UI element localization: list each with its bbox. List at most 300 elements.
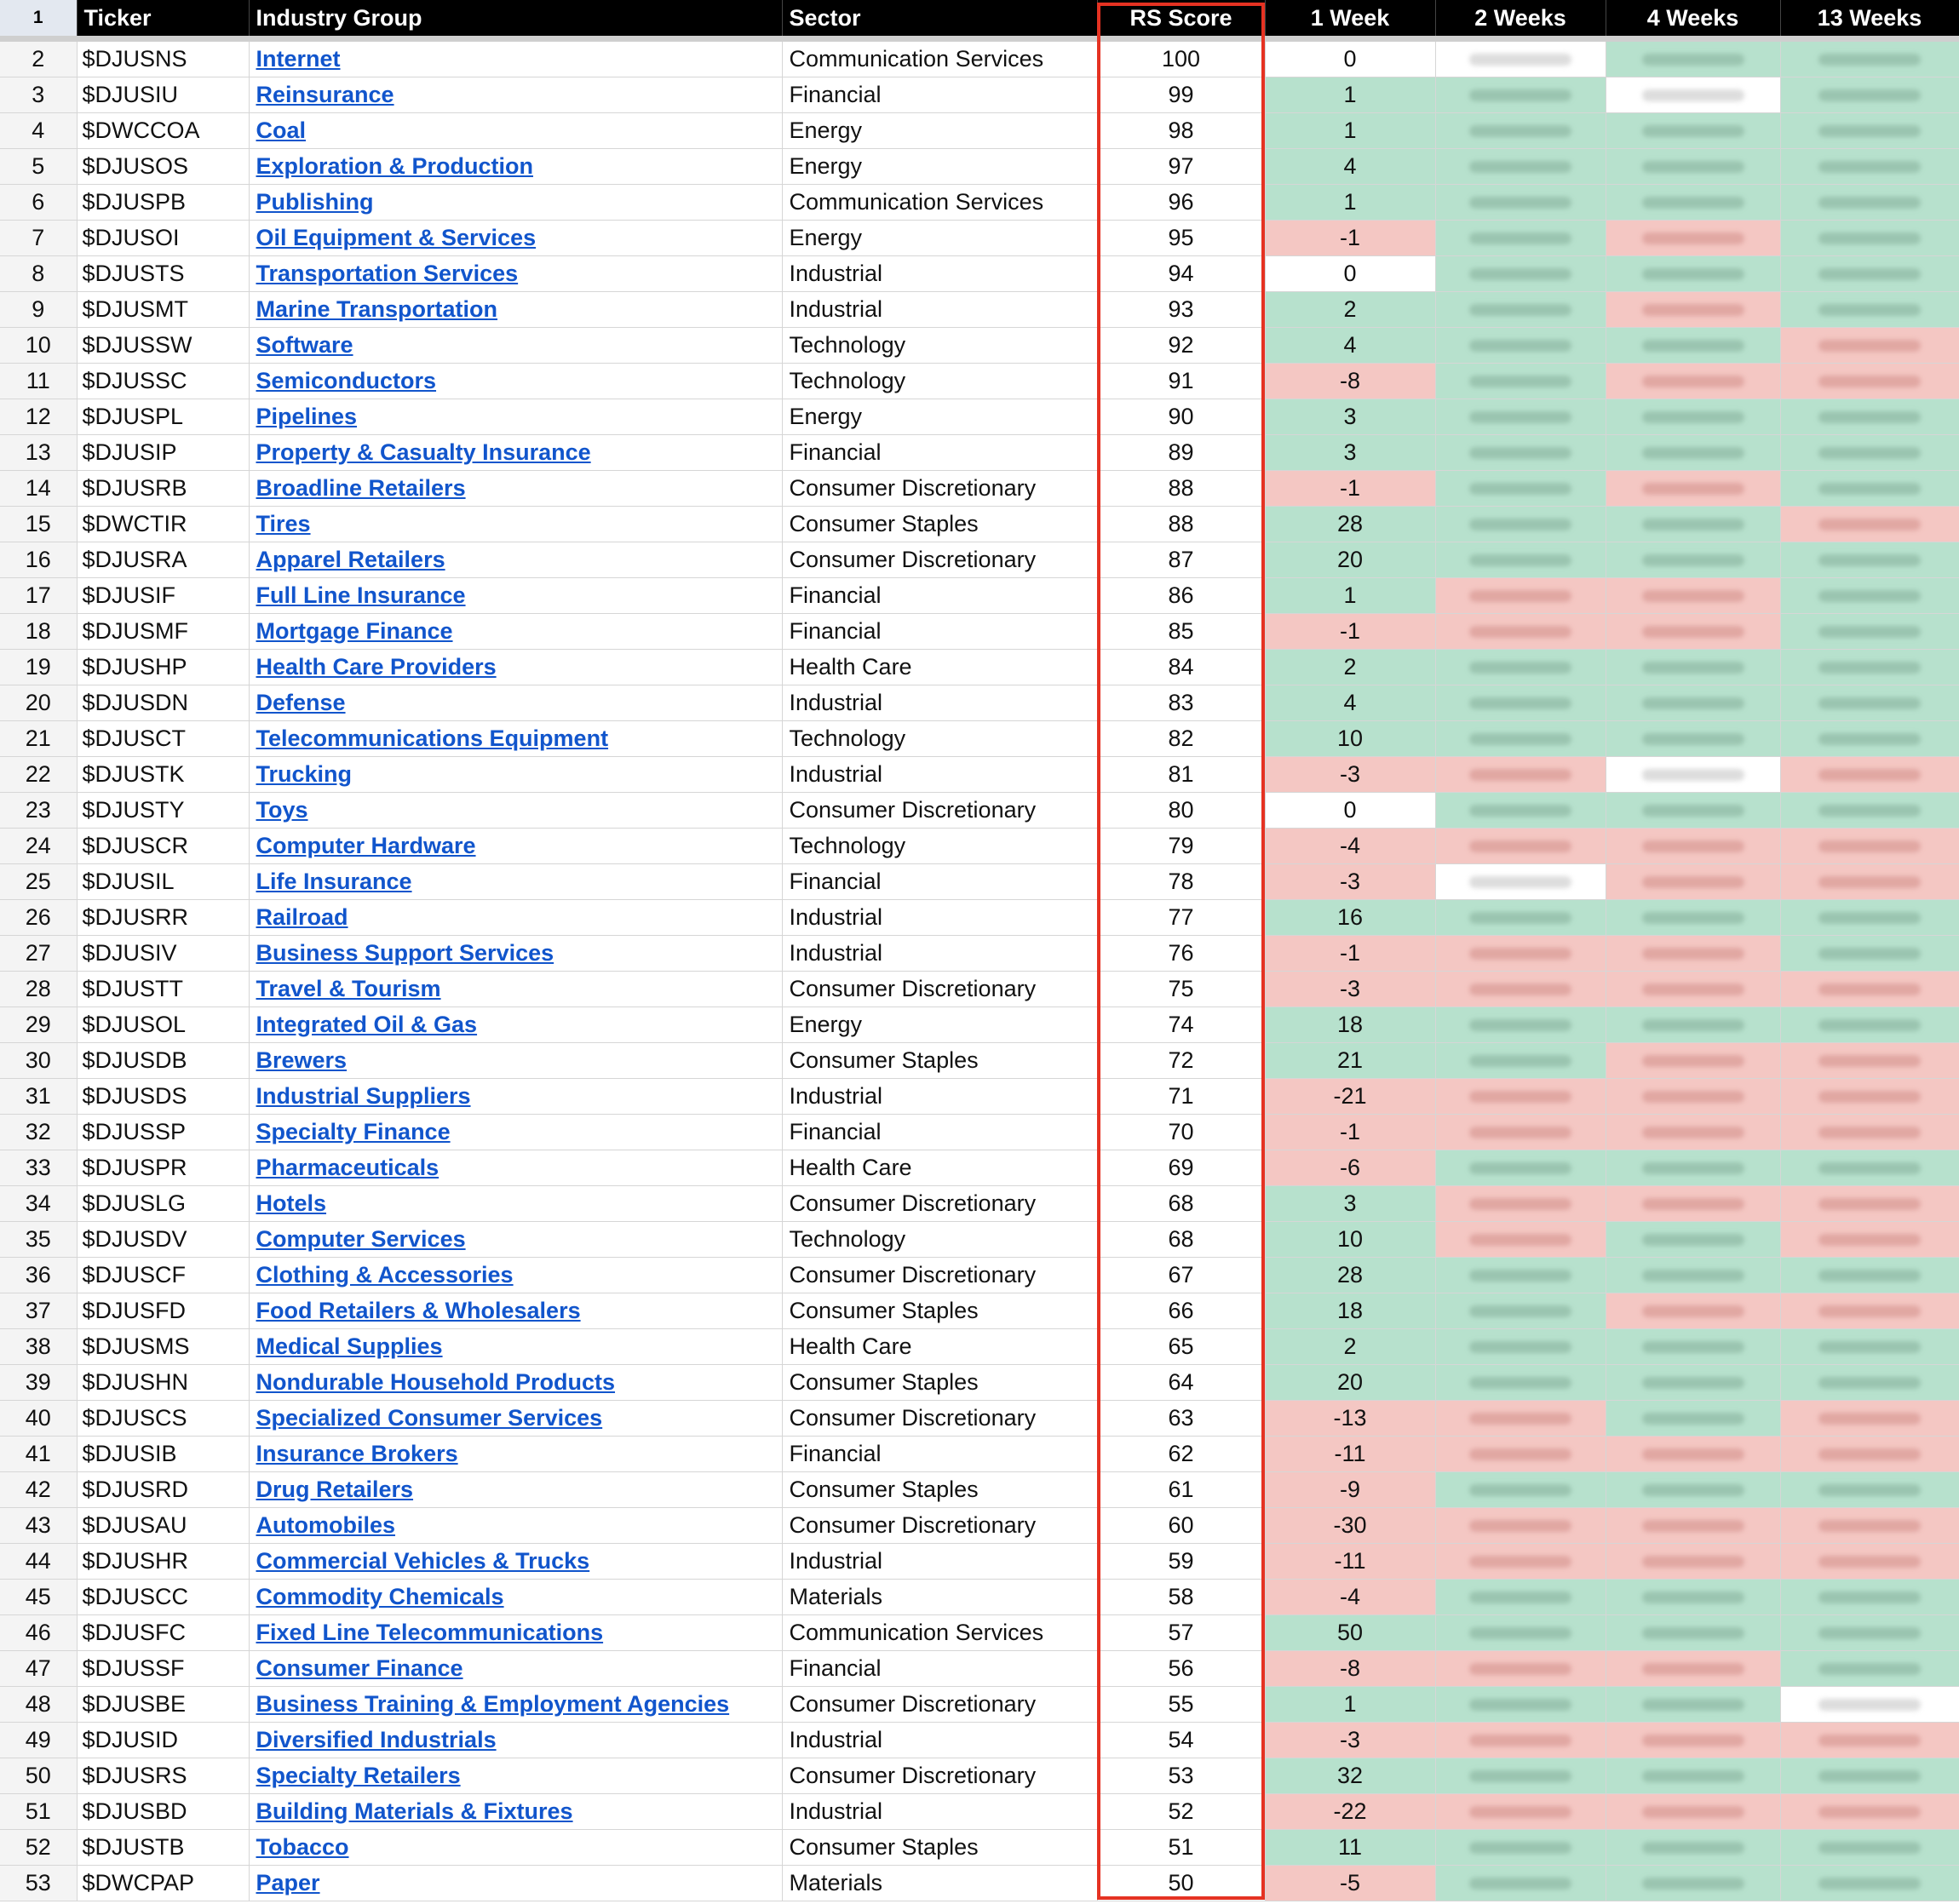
ticker-cell[interactable]: $DJUSPL [77,399,249,435]
ticker-cell[interactable]: $DJUSIL [77,864,249,900]
week-2-cell[interactable] [1435,328,1606,364]
rs-score-cell[interactable]: 71 [1097,1079,1265,1115]
rs-score-cell[interactable]: 81 [1097,757,1265,793]
ticker-cell[interactable]: $DJUSDV [77,1222,249,1258]
week-2-cell[interactable] [1435,1293,1606,1329]
industry-group-cell[interactable] [249,256,782,292]
industry-group-link[interactable]: Specialized Consumer Services [256,1405,603,1431]
industry-group-link[interactable]: Drug Retailers [256,1477,414,1502]
week-2-cell[interactable] [1435,793,1606,829]
ticker-cell[interactable]: $DJUSIF [77,578,249,614]
week-13-cell[interactable] [1780,936,1959,972]
week-4-cell[interactable] [1606,364,1780,399]
week-2-cell[interactable] [1435,542,1606,578]
week-2-cell[interactable] [1435,471,1606,507]
week-1-cell[interactable]: 3 [1265,1186,1435,1222]
week-1-cell[interactable]: 4 [1265,685,1435,721]
industry-group-cell[interactable] [249,1258,782,1293]
sector-cell[interactable]: Industrial [782,685,1097,721]
industry-group-cell[interactable] [249,936,782,972]
column-header-1-week[interactable]: 1 Week [1265,0,1435,39]
industry-group-cell[interactable] [249,542,782,578]
week-1-cell[interactable]: 10 [1265,1222,1435,1258]
week-4-cell[interactable] [1606,1472,1780,1508]
industry-group-cell[interactable] [249,721,782,757]
week-2-cell[interactable] [1435,829,1606,864]
sector-cell[interactable]: Technology [782,829,1097,864]
row-number[interactable]: 42 [0,1472,77,1508]
industry-group-link[interactable]: Pipelines [256,404,358,429]
week-4-cell[interactable] [1606,1437,1780,1472]
sector-cell[interactable]: Technology [782,1222,1097,1258]
industry-group-link[interactable]: Commercial Vehicles & Trucks [256,1548,590,1574]
week-2-cell[interactable] [1435,721,1606,757]
week-2-cell[interactable] [1435,1544,1606,1580]
week-1-cell[interactable]: -11 [1265,1544,1435,1580]
industry-group-link[interactable]: Full Line Insurance [256,582,466,608]
industry-group-cell[interactable] [249,650,782,685]
industry-group-cell[interactable] [249,1437,782,1472]
sector-cell[interactable]: Industrial [782,936,1097,972]
ticker-cell[interactable]: $DJUSHN [77,1365,249,1401]
sector-cell[interactable]: Consumer Discretionary [782,542,1097,578]
week-13-cell[interactable] [1780,1186,1959,1222]
industry-group-cell[interactable] [249,1007,782,1043]
week-13-cell[interactable] [1780,185,1959,221]
week-1-cell[interactable]: 3 [1265,435,1435,471]
rs-score-cell[interactable]: 86 [1097,578,1265,614]
week-13-cell[interactable] [1780,77,1959,113]
week-4-cell[interactable] [1606,829,1780,864]
week-13-cell[interactable] [1780,256,1959,292]
row-number[interactable]: 22 [0,757,77,793]
week-4-cell[interactable] [1606,650,1780,685]
week-2-cell[interactable] [1435,685,1606,721]
sector-cell[interactable]: Financial [782,614,1097,650]
rs-score-cell[interactable]: 63 [1097,1401,1265,1437]
ticker-cell[interactable]: $DJUSMS [77,1329,249,1365]
week-4-cell[interactable] [1606,900,1780,936]
week-13-cell[interactable] [1780,721,1959,757]
ticker-cell[interactable]: $DJUSBE [77,1687,249,1723]
ticker-cell[interactable]: $DJUSTS [77,256,249,292]
week-1-cell[interactable]: -3 [1265,757,1435,793]
week-2-cell[interactable] [1435,1866,1606,1901]
ticker-cell[interactable]: $DWCPAP [77,1866,249,1901]
row-number[interactable]: 8 [0,256,77,292]
week-13-cell[interactable] [1780,364,1959,399]
industry-group-cell[interactable] [249,1830,782,1866]
week-4-cell[interactable] [1606,1293,1780,1329]
row-number[interactable]: 21 [0,721,77,757]
row-number[interactable]: 5 [0,149,77,185]
industry-group-link[interactable]: Semiconductors [256,368,437,393]
week-13-cell[interactable] [1780,113,1959,149]
sector-cell[interactable]: Energy [782,221,1097,256]
week-2-cell[interactable] [1435,757,1606,793]
sector-cell[interactable]: Technology [782,364,1097,399]
week-4-cell[interactable] [1606,1758,1780,1794]
week-2-cell[interactable] [1435,864,1606,900]
week-13-cell[interactable] [1780,399,1959,435]
industry-group-link[interactable]: Defense [256,690,346,715]
industry-group-cell[interactable] [249,1401,782,1437]
sector-cell[interactable]: Financial [782,77,1097,113]
ticker-cell[interactable]: $DJUSRA [77,542,249,578]
week-13-cell[interactable] [1780,578,1959,614]
week-13-cell[interactable] [1780,1293,1959,1329]
row-number[interactable]: 13 [0,435,77,471]
rs-score-cell[interactable]: 69 [1097,1150,1265,1186]
ticker-cell[interactable]: $DJUSSC [77,364,249,399]
week-13-cell[interactable] [1780,1437,1959,1472]
sector-cell[interactable]: Industrial [782,1544,1097,1580]
rs-score-cell[interactable]: 89 [1097,435,1265,471]
rs-score-cell[interactable]: 74 [1097,1007,1265,1043]
week-13-cell[interactable] [1780,1365,1959,1401]
sector-cell[interactable]: Communication Services [782,1615,1097,1651]
week-13-cell[interactable] [1780,1472,1959,1508]
sector-cell[interactable]: Materials [782,1580,1097,1615]
industry-group-link[interactable]: Railroad [256,904,348,930]
week-1-cell[interactable]: 0 [1265,39,1435,77]
column-header-sector[interactable]: Sector [782,0,1097,39]
week-2-cell[interactable] [1435,1401,1606,1437]
rs-score-cell[interactable]: 96 [1097,185,1265,221]
week-1-cell[interactable]: 18 [1265,1293,1435,1329]
industry-group-link[interactable]: Nondurable Household Products [256,1369,616,1395]
week-1-cell[interactable]: 4 [1265,149,1435,185]
industry-group-cell[interactable] [249,507,782,542]
week-4-cell[interactable] [1606,793,1780,829]
week-2-cell[interactable] [1435,1687,1606,1723]
week-4-cell[interactable] [1606,1007,1780,1043]
industry-group-cell[interactable] [249,399,782,435]
rs-score-cell[interactable]: 65 [1097,1329,1265,1365]
sector-cell[interactable]: Industrial [782,256,1097,292]
week-4-cell[interactable] [1606,1186,1780,1222]
industry-group-cell[interactable] [249,292,782,328]
week-4-cell[interactable] [1606,39,1780,77]
week-4-cell[interactable] [1606,1687,1780,1723]
ticker-cell[interactable]: $DJUSRR [77,900,249,936]
industry-group-link[interactable]: Pharmaceuticals [256,1155,439,1180]
week-4-cell[interactable] [1606,256,1780,292]
ticker-cell[interactable]: $DJUSPR [77,1150,249,1186]
row-number[interactable]: 47 [0,1651,77,1687]
sector-cell[interactable]: Financial [782,435,1097,471]
ticker-cell[interactable]: $DJUSOL [77,1007,249,1043]
week-13-cell[interactable] [1780,1258,1959,1293]
week-2-cell[interactable] [1435,113,1606,149]
rs-score-cell[interactable]: 91 [1097,364,1265,399]
row-number[interactable]: 12 [0,399,77,435]
week-2-cell[interactable] [1435,1150,1606,1186]
week-13-cell[interactable] [1780,1222,1959,1258]
industry-group-cell[interactable] [249,864,782,900]
week-13-cell[interactable] [1780,1150,1959,1186]
week-1-cell[interactable]: 4 [1265,328,1435,364]
week-13-cell[interactable] [1780,1329,1959,1365]
row-number[interactable]: 7 [0,221,77,256]
week-1-cell[interactable]: 1 [1265,1687,1435,1723]
rs-score-cell[interactable]: 62 [1097,1437,1265,1472]
industry-group-cell[interactable] [249,149,782,185]
week-2-cell[interactable] [1435,1508,1606,1544]
week-1-cell[interactable]: 0 [1265,793,1435,829]
row-number[interactable]: 9 [0,292,77,328]
week-13-cell[interactable] [1780,1115,1959,1150]
week-2-cell[interactable] [1435,1115,1606,1150]
week-1-cell[interactable]: -1 [1265,1115,1435,1150]
rs-score-cell[interactable]: 66 [1097,1293,1265,1329]
sector-cell[interactable]: Financial [782,1437,1097,1472]
row-number[interactable]: 30 [0,1043,77,1079]
industry-group-cell[interactable] [249,1472,782,1508]
week-4-cell[interactable] [1606,1150,1780,1186]
ticker-cell[interactable]: $DJUSTT [77,972,249,1007]
industry-group-link[interactable]: Commodity Chemicals [256,1584,504,1609]
industry-group-link[interactable]: Marine Transportation [256,296,498,322]
industry-group-link[interactable]: Health Care Providers [256,654,497,680]
industry-group-link[interactable]: Exploration & Production [256,153,534,179]
ticker-cell[interactable]: $DJUSIP [77,435,249,471]
industry-group-cell[interactable] [249,1293,782,1329]
week-1-cell[interactable]: -8 [1265,364,1435,399]
row-number[interactable]: 31 [0,1079,77,1115]
row-number[interactable]: 25 [0,864,77,900]
row-number[interactable]: 45 [0,1580,77,1615]
sector-cell[interactable]: Health Care [782,650,1097,685]
ticker-cell[interactable]: $DJUSFC [77,1615,249,1651]
industry-group-cell[interactable] [249,1580,782,1615]
week-4-cell[interactable] [1606,1615,1780,1651]
week-1-cell[interactable]: 1 [1265,113,1435,149]
sector-cell[interactable]: Consumer Discretionary [782,972,1097,1007]
rs-score-cell[interactable]: 70 [1097,1115,1265,1150]
sector-cell[interactable]: Communication Services [782,185,1097,221]
ticker-cell[interactable]: $DJUSCT [77,721,249,757]
industry-group-link[interactable]: Specialty Retailers [256,1763,461,1788]
industry-group-link[interactable]: Tires [256,511,311,536]
sector-cell[interactable]: Financial [782,1115,1097,1150]
industry-group-cell[interactable] [249,328,782,364]
week-2-cell[interactable] [1435,39,1606,77]
rs-score-cell[interactable]: 51 [1097,1830,1265,1866]
sector-cell[interactable]: Industrial [782,757,1097,793]
industry-group-cell[interactable] [249,1043,782,1079]
industry-group-link[interactable]: Coal [256,118,307,143]
week-13-cell[interactable] [1780,435,1959,471]
week-13-cell[interactable] [1780,1007,1959,1043]
column-header-13-weeks[interactable]: 13 Weeks [1780,0,1959,39]
industry-group-link[interactable]: Food Retailers & Wholesalers [256,1298,581,1323]
week-2-cell[interactable] [1435,256,1606,292]
industry-group-link[interactable]: Toys [256,797,308,823]
ticker-cell[interactable]: $DJUSMT [77,292,249,328]
sector-cell[interactable]: Industrial [782,1079,1097,1115]
week-4-cell[interactable] [1606,1365,1780,1401]
rs-score-cell[interactable]: 98 [1097,113,1265,149]
industry-group-cell[interactable] [249,793,782,829]
rs-score-cell[interactable]: 97 [1097,149,1265,185]
week-1-cell[interactable]: -1 [1265,221,1435,256]
week-2-cell[interactable] [1435,1580,1606,1615]
week-1-cell[interactable]: 16 [1265,900,1435,936]
sector-cell[interactable]: Consumer Discretionary [782,1186,1097,1222]
ticker-cell[interactable]: $DJUSTY [77,793,249,829]
week-1-cell[interactable]: -30 [1265,1508,1435,1544]
sector-cell[interactable]: Consumer Staples [782,1365,1097,1401]
week-13-cell[interactable] [1780,507,1959,542]
week-4-cell[interactable] [1606,936,1780,972]
row-number[interactable]: 11 [0,364,77,399]
industry-group-link[interactable]: Mortgage Finance [256,618,453,644]
week-1-cell[interactable]: -3 [1265,972,1435,1007]
sector-cell[interactable]: Financial [782,864,1097,900]
rs-score-cell[interactable]: 100 [1097,39,1265,77]
industry-group-link[interactable]: Diversified Industrials [256,1727,497,1752]
week-1-cell[interactable]: 2 [1265,650,1435,685]
rs-score-cell[interactable]: 68 [1097,1186,1265,1222]
week-1-cell[interactable]: -6 [1265,1150,1435,1186]
column-header-rs-score[interactable]: RS Score [1097,0,1265,39]
week-4-cell[interactable] [1606,757,1780,793]
industry-group-link[interactable]: Paper [256,1870,320,1895]
row-number[interactable]: 49 [0,1723,77,1758]
week-1-cell[interactable]: 28 [1265,1258,1435,1293]
week-13-cell[interactable] [1780,1580,1959,1615]
industry-group-link[interactable]: Fixed Line Telecommunications [256,1620,604,1645]
week-4-cell[interactable] [1606,221,1780,256]
industry-group-cell[interactable] [249,1329,782,1365]
row-number[interactable]: 26 [0,900,77,936]
week-2-cell[interactable] [1435,1437,1606,1472]
week-4-cell[interactable] [1606,77,1780,113]
sector-cell[interactable]: Health Care [782,1329,1097,1365]
row-number[interactable]: 35 [0,1222,77,1258]
ticker-cell[interactable]: $DJUSHR [77,1544,249,1580]
column-header-2-weeks[interactable]: 2 Weeks [1435,0,1606,39]
sector-cell[interactable]: Consumer Staples [782,1830,1097,1866]
week-13-cell[interactable] [1780,1687,1959,1723]
ticker-cell[interactable]: $DJUSRD [77,1472,249,1508]
row-number[interactable]: 53 [0,1866,77,1901]
ticker-cell[interactable]: $DJUSHP [77,650,249,685]
rs-score-cell[interactable]: 53 [1097,1758,1265,1794]
industry-group-cell[interactable] [249,39,782,77]
week-13-cell[interactable] [1780,39,1959,77]
row-number[interactable]: 33 [0,1150,77,1186]
rs-score-cell[interactable]: 77 [1097,900,1265,936]
industry-group-link[interactable]: Life Insurance [256,869,412,894]
rs-score-cell[interactable]: 59 [1097,1544,1265,1580]
ticker-cell[interactable]: $DJUSRB [77,471,249,507]
week-2-cell[interactable] [1435,435,1606,471]
week-1-cell[interactable]: -9 [1265,1472,1435,1508]
week-13-cell[interactable] [1780,1401,1959,1437]
week-13-cell[interactable] [1780,1830,1959,1866]
industry-group-link[interactable]: Oil Equipment & Services [256,225,537,250]
rs-score-cell[interactable]: 67 [1097,1258,1265,1293]
sector-cell[interactable]: Consumer Discretionary [782,793,1097,829]
week-2-cell[interactable] [1435,292,1606,328]
week-1-cell[interactable]: -5 [1265,1866,1435,1901]
sector-cell[interactable]: Industrial [782,1723,1097,1758]
week-1-cell[interactable]: 50 [1265,1615,1435,1651]
rs-score-cell[interactable]: 99 [1097,77,1265,113]
industry-group-cell[interactable] [249,113,782,149]
rs-score-cell[interactable]: 84 [1097,650,1265,685]
week-13-cell[interactable] [1780,221,1959,256]
ticker-cell[interactable]: $DJUSIV [77,936,249,972]
week-1-cell[interactable]: 21 [1265,1043,1435,1079]
week-4-cell[interactable] [1606,435,1780,471]
rs-score-cell[interactable]: 57 [1097,1615,1265,1651]
rs-score-cell[interactable]: 93 [1097,292,1265,328]
industry-group-link[interactable]: Building Materials & Fixtures [256,1798,573,1824]
week-1-cell[interactable]: 1 [1265,185,1435,221]
week-4-cell[interactable] [1606,685,1780,721]
industry-group-cell[interactable] [249,1615,782,1651]
week-2-cell[interactable] [1435,1794,1606,1830]
week-13-cell[interactable] [1780,1615,1959,1651]
sector-cell[interactable]: Technology [782,328,1097,364]
week-1-cell[interactable]: -4 [1265,1580,1435,1615]
ticker-cell[interactable]: $DWCCOA [77,113,249,149]
sector-cell[interactable]: Consumer Discretionary [782,1687,1097,1723]
row-number[interactable]: 19 [0,650,77,685]
week-13-cell[interactable] [1780,471,1959,507]
sector-cell[interactable]: Financial [782,1651,1097,1687]
rs-score-cell[interactable]: 75 [1097,972,1265,1007]
week-1-cell[interactable]: 1 [1265,77,1435,113]
rs-score-cell[interactable]: 56 [1097,1651,1265,1687]
week-13-cell[interactable] [1780,757,1959,793]
week-1-cell[interactable]: -1 [1265,936,1435,972]
rs-score-cell[interactable]: 80 [1097,793,1265,829]
ticker-cell[interactable]: $DJUSMF [77,614,249,650]
week-1-cell[interactable]: 3 [1265,399,1435,435]
industry-group-cell[interactable] [249,77,782,113]
industry-group-cell[interactable] [249,972,782,1007]
sector-cell[interactable]: Materials [782,1866,1097,1901]
week-13-cell[interactable] [1780,900,1959,936]
week-4-cell[interactable] [1606,1508,1780,1544]
week-2-cell[interactable] [1435,185,1606,221]
week-2-cell[interactable] [1435,650,1606,685]
week-1-cell[interactable]: -8 [1265,1651,1435,1687]
week-1-cell[interactable]: -22 [1265,1794,1435,1830]
week-1-cell[interactable]: -11 [1265,1437,1435,1472]
ticker-cell[interactable]: $DJUSAU [77,1508,249,1544]
industry-group-link[interactable]: Property & Casualty Insurance [256,439,591,465]
sector-cell[interactable]: Consumer Staples [782,507,1097,542]
week-4-cell[interactable] [1606,1079,1780,1115]
industry-group-link[interactable]: Tobacco [256,1834,349,1860]
rs-score-cell[interactable]: 50 [1097,1866,1265,1901]
ticker-cell[interactable]: $DJUSCS [77,1401,249,1437]
week-1-cell[interactable]: 2 [1265,292,1435,328]
row-number[interactable]: 28 [0,972,77,1007]
row-number[interactable]: 34 [0,1186,77,1222]
industry-group-link[interactable]: Clothing & Accessories [256,1262,514,1287]
industry-group-cell[interactable] [249,1150,782,1186]
ticker-cell[interactable]: $DJUSTB [77,1830,249,1866]
sector-cell[interactable]: Energy [782,399,1097,435]
industry-group-link[interactable]: Publishing [256,189,374,215]
rs-score-cell[interactable]: 92 [1097,328,1265,364]
